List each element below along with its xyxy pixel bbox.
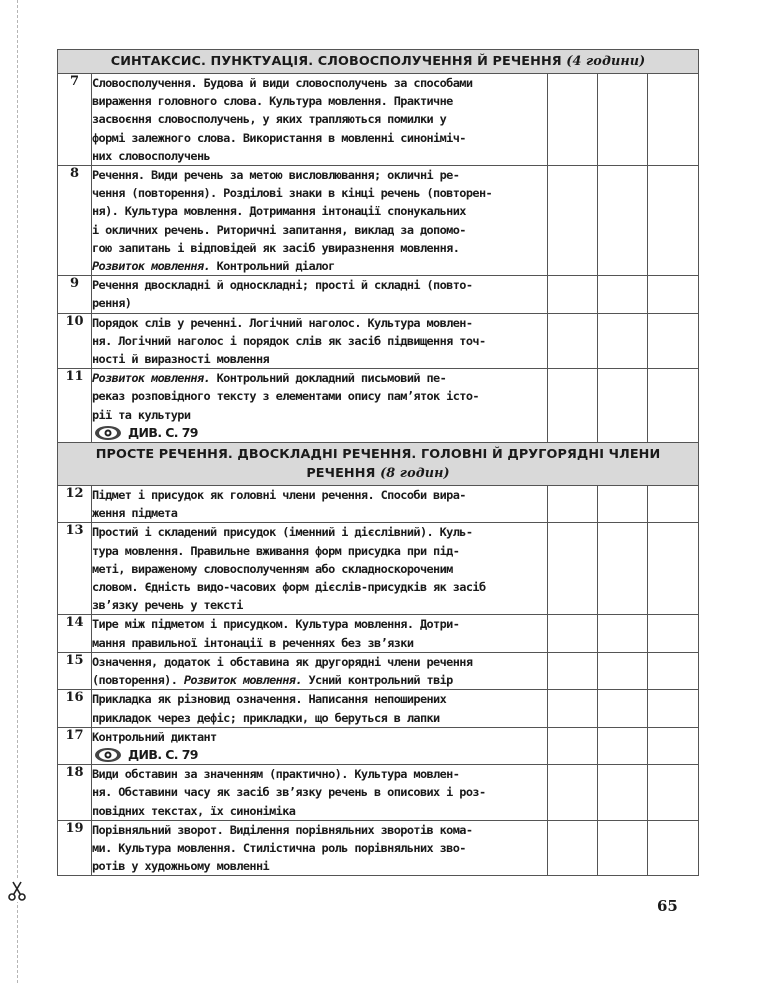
lesson-number: 8 bbox=[58, 166, 92, 276]
empty-cell bbox=[598, 765, 648, 821]
lesson-text-line: Контрольний докладний письмовий пе- bbox=[210, 371, 447, 386]
lesson-text-line: ротів у художньому мовленні bbox=[92, 859, 270, 874]
reference-link[interactable] bbox=[94, 424, 547, 442]
empty-cell bbox=[598, 523, 648, 615]
empty-cell bbox=[598, 615, 648, 652]
empty-cell bbox=[548, 166, 598, 276]
empty-cell bbox=[648, 313, 699, 369]
lesson-text-line: і окличних речень. Риторичні запитання, виклад за допомо- bbox=[92, 222, 466, 237]
speech-development-label: Розвиток мовлення. bbox=[92, 259, 211, 274]
lesson-text-line: Порядок слів у реченні. Логічний наголос. Культура мовлен- bbox=[92, 315, 473, 330]
lesson-number: 16 bbox=[58, 690, 92, 727]
empty-cell bbox=[648, 652, 699, 689]
lesson-number: 19 bbox=[58, 820, 92, 876]
lesson-text-line: Речення двоскладні й односкладні; прості й складні (повто- bbox=[92, 278, 473, 293]
speech-development-label: Розвиток мовлення. bbox=[92, 371, 211, 386]
lesson-text-line: ня. Обставини часу як засіб зв’язку речень в описових і роз- bbox=[92, 785, 486, 800]
empty-cell bbox=[598, 166, 648, 276]
lesson-text-line: (повторення). bbox=[92, 673, 178, 688]
lesson-content bbox=[92, 523, 548, 615]
lesson-text-line: зв’язку речень у тексті bbox=[92, 598, 243, 613]
lesson-content bbox=[92, 369, 548, 443]
reference-text: ДИВ. С. 79 bbox=[128, 746, 198, 762]
lesson-number: 7 bbox=[58, 74, 92, 166]
section-title: РЕЧЕННЯ bbox=[306, 466, 376, 482]
lesson-content bbox=[92, 74, 548, 166]
empty-cell bbox=[648, 276, 699, 313]
empty-cell bbox=[598, 313, 648, 369]
empty-cell bbox=[648, 690, 699, 727]
reference-link[interactable] bbox=[94, 746, 547, 764]
lesson-text-line: формі залежного слова. Використання в мовленні синонiмiч- bbox=[92, 130, 466, 145]
lesson-content bbox=[92, 690, 548, 727]
empty-cell bbox=[598, 486, 648, 523]
table-row bbox=[58, 820, 699, 876]
section-hours: (8 годин) bbox=[380, 466, 450, 482]
lesson-text-line: повідних текстах, їх синоніміка bbox=[92, 803, 296, 818]
table-row bbox=[58, 166, 699, 276]
lesson-text-line: них словосполучень bbox=[92, 148, 211, 163]
lesson-number: 13 bbox=[58, 523, 92, 615]
empty-cell bbox=[648, 820, 699, 876]
lesson-number: 12 bbox=[58, 486, 92, 523]
section-header bbox=[58, 443, 699, 486]
table-row bbox=[58, 74, 699, 166]
empty-cell bbox=[548, 765, 598, 821]
empty-cell bbox=[648, 765, 699, 821]
lesson-number: 9 bbox=[58, 276, 92, 313]
table-row bbox=[58, 615, 699, 652]
empty-cell bbox=[548, 486, 598, 523]
empty-cell bbox=[648, 74, 699, 166]
lesson-text-line: гою запитань і відповідей як засіб увиразнення мовлення. bbox=[92, 240, 460, 255]
empty-cell bbox=[598, 369, 648, 443]
lesson-content bbox=[92, 820, 548, 876]
page-number: 65 bbox=[657, 897, 678, 915]
lesson-text-line: ності й виразності мовлення bbox=[92, 352, 270, 367]
lesson-text-line: тура мовлення. Правильне вживання форм присудка при під- bbox=[92, 543, 460, 558]
table-row bbox=[58, 486, 699, 523]
lesson-number: 17 bbox=[58, 727, 92, 764]
lesson-plan-table bbox=[57, 49, 699, 876]
lesson-text-line: Прикладка як різновид означення. Написання непоширених bbox=[92, 692, 447, 707]
lesson-text-line: Словосполучення. Будова й види словосполучень за способами bbox=[92, 76, 473, 90]
lesson-text-line: ми. Культура мовлення. Стилістична роль порівняльних зво- bbox=[92, 840, 466, 855]
lesson-number: 15 bbox=[58, 652, 92, 689]
lesson-text-line: Тире між підметом і присудком. Культура мовлення. Дотри- bbox=[92, 617, 460, 632]
empty-cell bbox=[548, 276, 598, 313]
lesson-text-line: реказ розповідного тексту з елементами опису пам’яток істо- bbox=[92, 389, 479, 404]
table-row bbox=[58, 276, 699, 313]
empty-cell bbox=[548, 652, 598, 689]
lesson-text-line: рення) bbox=[92, 296, 132, 311]
lesson-number: 11 bbox=[58, 369, 92, 443]
cut-line bbox=[17, 0, 18, 983]
lesson-content bbox=[92, 727, 548, 764]
scissors-icon bbox=[6, 880, 28, 902]
lesson-content bbox=[92, 276, 548, 313]
lesson-content bbox=[92, 166, 548, 276]
lesson-text-line: прикладок через дефіс; прикладки, що беруться в лапки bbox=[92, 710, 440, 725]
lesson-text-line: чення (повторення). Розділові знаки в кінці речень (повторен- bbox=[92, 186, 493, 201]
lesson-content bbox=[92, 765, 548, 821]
lesson-text-line: меті, вираженому словосполученням або складноскороченим bbox=[92, 561, 453, 576]
lesson-text-line: мання правильної інтонації в реченнях без зв’язки bbox=[92, 635, 414, 650]
lesson-text-line: ня). Культура мовлення. Дотримання інтонації спонукальних bbox=[92, 204, 466, 219]
lesson-text-line: Контрольний диктант bbox=[92, 729, 217, 744]
table-row bbox=[58, 313, 699, 369]
table-row bbox=[58, 652, 699, 689]
empty-cell bbox=[548, 690, 598, 727]
empty-cell bbox=[548, 523, 598, 615]
lesson-content bbox=[92, 615, 548, 652]
empty-cell bbox=[648, 369, 699, 443]
lesson-number: 14 bbox=[58, 615, 92, 652]
lesson-text-line: Означення, додаток і обставина як другорядні члени речення bbox=[92, 654, 473, 669]
lesson-number: 18 bbox=[58, 765, 92, 821]
eye-icon bbox=[94, 747, 122, 763]
table-row bbox=[58, 369, 699, 443]
empty-cell bbox=[548, 313, 598, 369]
reference-text: ДИВ. С. 79 bbox=[128, 424, 198, 440]
speech-development-label: Розвиток мовлення. bbox=[177, 673, 302, 688]
lesson-text-line: словом. Єдність видо-часових форм дієслів-присудків як засіб bbox=[92, 580, 486, 595]
empty-cell bbox=[598, 690, 648, 727]
empty-cell bbox=[648, 166, 699, 276]
lesson-text-line: Речення. Види речень за метою висловлювання; окличні ре- bbox=[92, 168, 460, 183]
lesson-content bbox=[92, 652, 548, 689]
lesson-text-line: вираження головного слова. Культура мовлення. Практичне bbox=[92, 94, 453, 109]
lesson-text-line: Порівняльний зворот. Виділення порівняльних зворотів кома- bbox=[92, 822, 473, 837]
lesson-text-line: засвоєння словосполучень, у яких трапляються помилки у bbox=[92, 112, 447, 127]
lesson-text-line: рії та культури bbox=[92, 407, 191, 422]
empty-cell bbox=[548, 820, 598, 876]
table-row bbox=[58, 690, 699, 727]
lesson-content bbox=[92, 486, 548, 523]
lesson-number: 10 bbox=[58, 313, 92, 369]
lesson-text-line: Контрольний діалог bbox=[210, 259, 335, 274]
empty-cell bbox=[598, 652, 648, 689]
lesson-text-line: Підмет і присудок як головні члени речення. Способи вира- bbox=[92, 488, 466, 503]
table-row bbox=[58, 523, 699, 615]
table-row bbox=[58, 727, 699, 764]
lesson-text-line: Усний контрольний твір bbox=[301, 673, 453, 688]
section-title: СИНТАКСИС. ПУНКТУАЦІЯ. СЛОВОСПОЛУЧЕННЯ Й РЕЧЕННЯ bbox=[110, 54, 562, 69]
lesson-text-line: ження підмета bbox=[92, 506, 178, 521]
section-title: ПРОСТЕ РЕЧЕННЯ. ДВОСКЛАДНІ РЕЧЕННЯ. ГОЛОВНІ Й ДРУГОРЯДНІ ЧЛЕНИ bbox=[95, 447, 661, 463]
empty-cell bbox=[598, 276, 648, 313]
empty-cell bbox=[548, 369, 598, 443]
section-hours: (4 години) bbox=[566, 54, 646, 69]
empty-cell bbox=[548, 615, 598, 652]
lesson-text-line: Простий і складений присудок (іменний і дієслівний). Куль- bbox=[92, 525, 473, 540]
eye-icon bbox=[94, 425, 122, 441]
lesson-text-line: ня. Логічний наголос і порядок слів як засіб підвищення точ- bbox=[92, 333, 486, 348]
empty-cell bbox=[648, 486, 699, 523]
empty-cell bbox=[598, 74, 648, 166]
section-header bbox=[58, 50, 699, 74]
lesson-text-line: Види обставин за значенням (практично). Культура мовлен- bbox=[92, 767, 460, 782]
empty-cell bbox=[548, 727, 598, 764]
empty-cell bbox=[648, 615, 699, 652]
empty-cell bbox=[648, 523, 699, 615]
empty-cell bbox=[598, 727, 648, 764]
empty-cell bbox=[548, 74, 598, 166]
empty-cell bbox=[648, 727, 699, 764]
empty-cell bbox=[598, 820, 648, 876]
table-row bbox=[58, 765, 699, 821]
lesson-content bbox=[92, 313, 548, 369]
